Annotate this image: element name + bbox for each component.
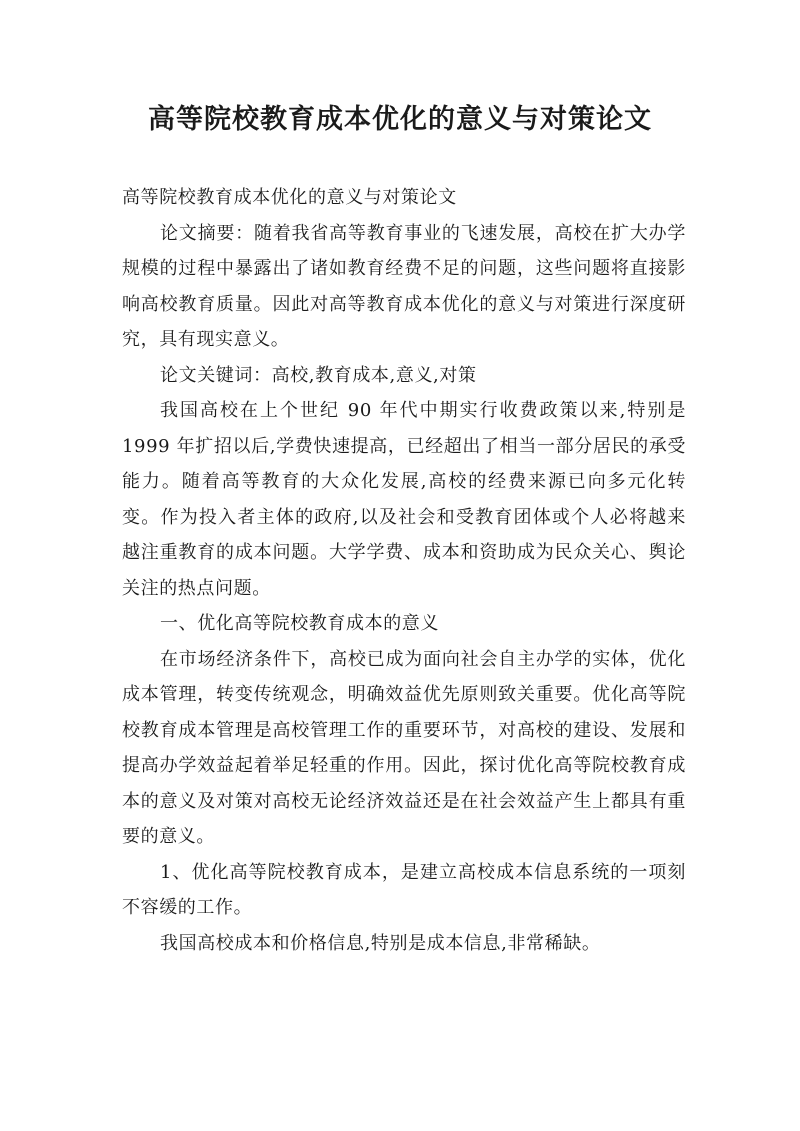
body-paragraph: 我国高校成本和价格信息,特别是成本信息,非常稀缺。 (160, 932, 601, 954)
body-paragraph: 我国高校在上个世纪 90 年代中期实行收费政策以来,特别是 1999 年扩招以后,学费快速提高，已经超出了相当一部分居民的承受能力。随着高等教育的大众化发展,高校的经费来源已向多元化转变。作为投入者主体的政府,以及社会和受教育团体或个人必将越来越注重教育的成本问题。大学学费、成本和资助成为民众关心、舆论关注的热点问题。 (122, 400, 686, 599)
section-heading: 一、优化高等院校教育成本的意义 (160, 613, 439, 634)
abstract-paragraph: 论文摘要：随着我省高等教育事业的飞速发展，高校在扩大办学规模的过程中暴露出了诸如教育经费不足的问题，这些问题将直接影响高校教育质量。因此对高等教育成本优化的意义与对策进行深度研究，具有现实意义。 (122, 222, 686, 350)
subtitle-paragraph: 高等院校教育成本优化的意义与对策论文 (122, 187, 457, 208)
document-title: 高等院校教育成本优化的意义与对策论文 (148, 104, 652, 135)
document-body (122, 180, 686, 961)
subsection-heading: 1、优化高等院校教育成本，是建立高校成本信息系统的一项刻不容缓的工作。 (122, 861, 686, 918)
body-paragraph: 在市场经济条件下，高校已成为面向社会自主办学的实体，优化成本管理，转变传统观念，明确效益优先原则致关重要。优化高等院校教育成本管理是高校管理工作的重要环节，对高校的建设、发展和提高办学效益起着举足轻重的作用。因此，探讨优化高等院校教育成本的意义及对策对高校无论经济效益还是在社会效益产生上都具有重要的意义。 (122, 648, 686, 847)
keywords-paragraph: 论文关键词：高校,教育成本,意义,对策 (160, 364, 477, 386)
